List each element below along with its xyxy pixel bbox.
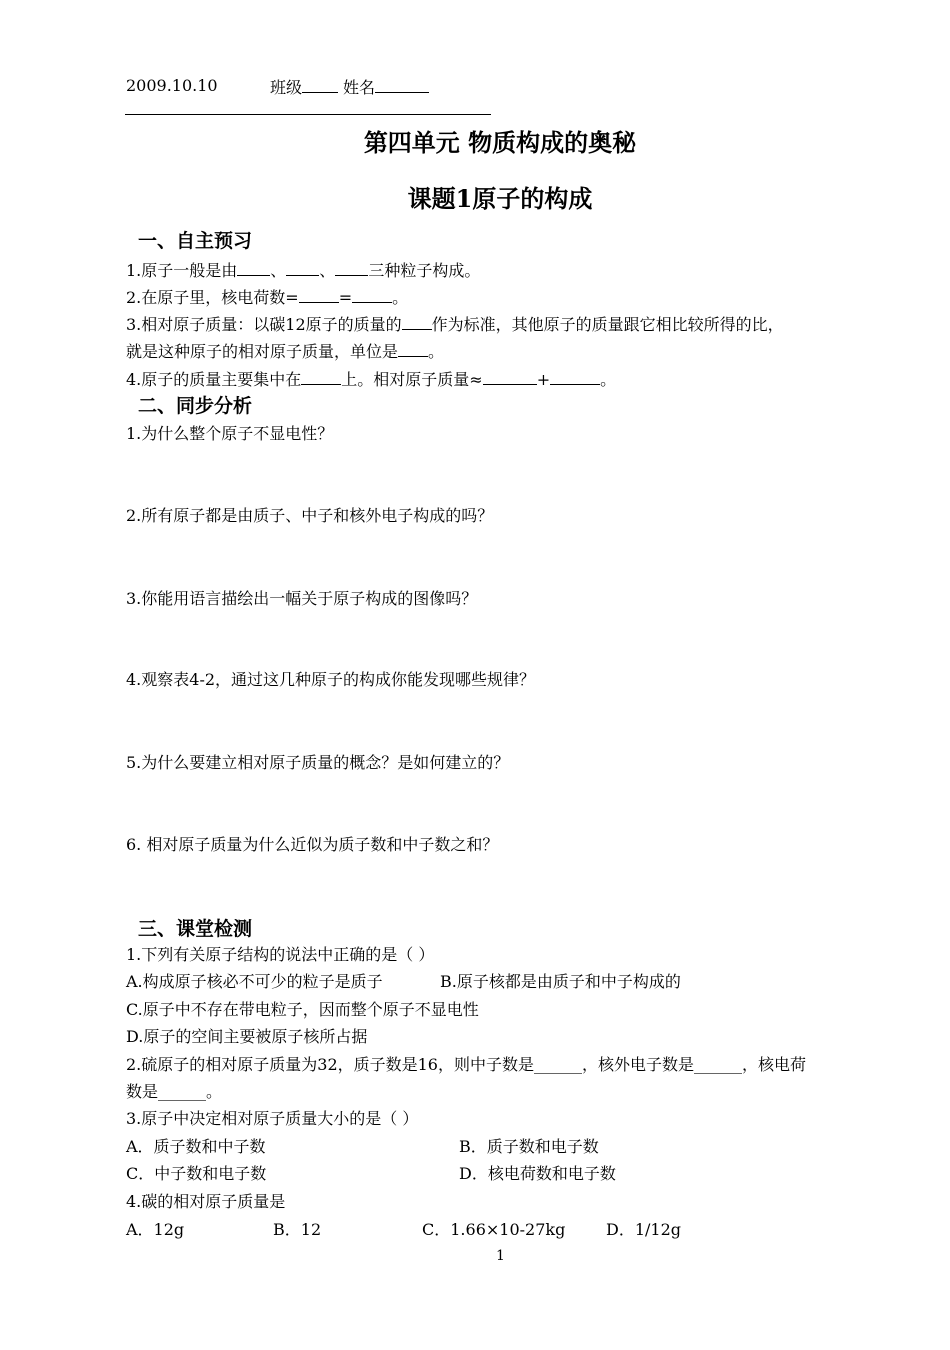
name-label: 姓名 [343,76,429,98]
preview-item-2: 2.在原子里，核电荷数= = 。 [126,288,409,307]
analysis-question-4: 4.观察表4-2，通过这几种原子的构成你能发现哪些规律？ [126,670,536,689]
section-heading-preview: 一、自主预习 [138,230,253,252]
quiz-q1-stem: 1.下列有关原子结构的说法中正确的是（ ） [126,945,435,964]
quiz-q3-option-b: B．质子数和电子数 [459,1137,599,1156]
date-text: 2009.10.10 [126,76,218,95]
quiz-q3-option-a: A．质子数和中子数 [126,1137,266,1156]
analysis-question-2: 2.所有原子都是由质子、中子和核外电子构成的吗？ [126,506,494,525]
preview-item-3: 3.相对原子质量：以碳12原子的质量的 作为标准，其他原子的质量跟它相比较所得的比， [126,315,784,334]
quiz-q3-option-d: D．核电荷数和电子数 [459,1164,616,1183]
quiz-q3-option-c: C．中子数和电子数 [126,1164,267,1183]
section-heading-analysis: 二、同步分析 [138,395,253,417]
quiz-q2-line1: 2.硫原子的相对原子质量为32，质子数是16，则中子数是______，核外电子数是______，核电荷 [126,1055,806,1074]
analysis-question-5: 5.为什么要建立相对原子质量的概念？是如何建立的？ [126,753,510,772]
quiz-q4-option-c: C．1.66×10-27kg [422,1220,566,1239]
preview-item-3-cont: 就是这种原子的相对原子质量，单位是 。 [126,342,445,361]
preview-item-1: 1.原子一般是由 、 、 三种粒子构成。 [126,261,481,280]
analysis-question-3: 3.你能用语言描绘出一幅关于原子构成的图像吗？ [126,589,478,608]
quiz-q4-option-b: B．12 [273,1220,322,1239]
quiz-q4-option-d: D．1/12g [606,1220,682,1239]
analysis-question-6: 6. 相对原子质量为什么近似为质子数和中子数之和？ [126,835,499,854]
analysis-question-1: 1.为什么整个原子不显电性？ [126,424,334,443]
quiz-q4-stem: 4.碳的相对原子质量是 [126,1192,286,1211]
page-number: 1 [496,1248,505,1264]
section-heading-quiz: 三、课堂检测 [138,918,253,940]
quiz-q1-option-b: B.原子核都是由质子和中子构成的 [440,972,681,991]
class-blank [302,76,338,93]
header-divider [125,114,491,115]
preview-item-4: 4.原子的质量主要集中在 上。相对原子质量≈ + 。 [126,370,617,389]
unit-title: 第四单元 物质构成的奥秘 [363,128,637,157]
quiz-q1-option-a: A.构成原子核必不可少的粒子是质子 [126,972,383,991]
quiz-q4-option-a: A．12g [126,1220,185,1239]
quiz-q1-option-d: D.原子的空间主要被原子核所占据 [126,1027,368,1046]
name-blank [375,76,429,93]
quiz-q2-line2: 数是______。 [126,1082,223,1101]
quiz-q3-stem: 3.原子中决定相对原子质量大小的是（ ） [126,1109,419,1128]
class-label: 班级 [270,76,338,98]
quiz-q1-option-c: C.原子中不存在带电粒子，因而整个原子不显电性 [126,1000,479,1019]
lesson-title: 课题1原子的构成 [407,184,593,213]
